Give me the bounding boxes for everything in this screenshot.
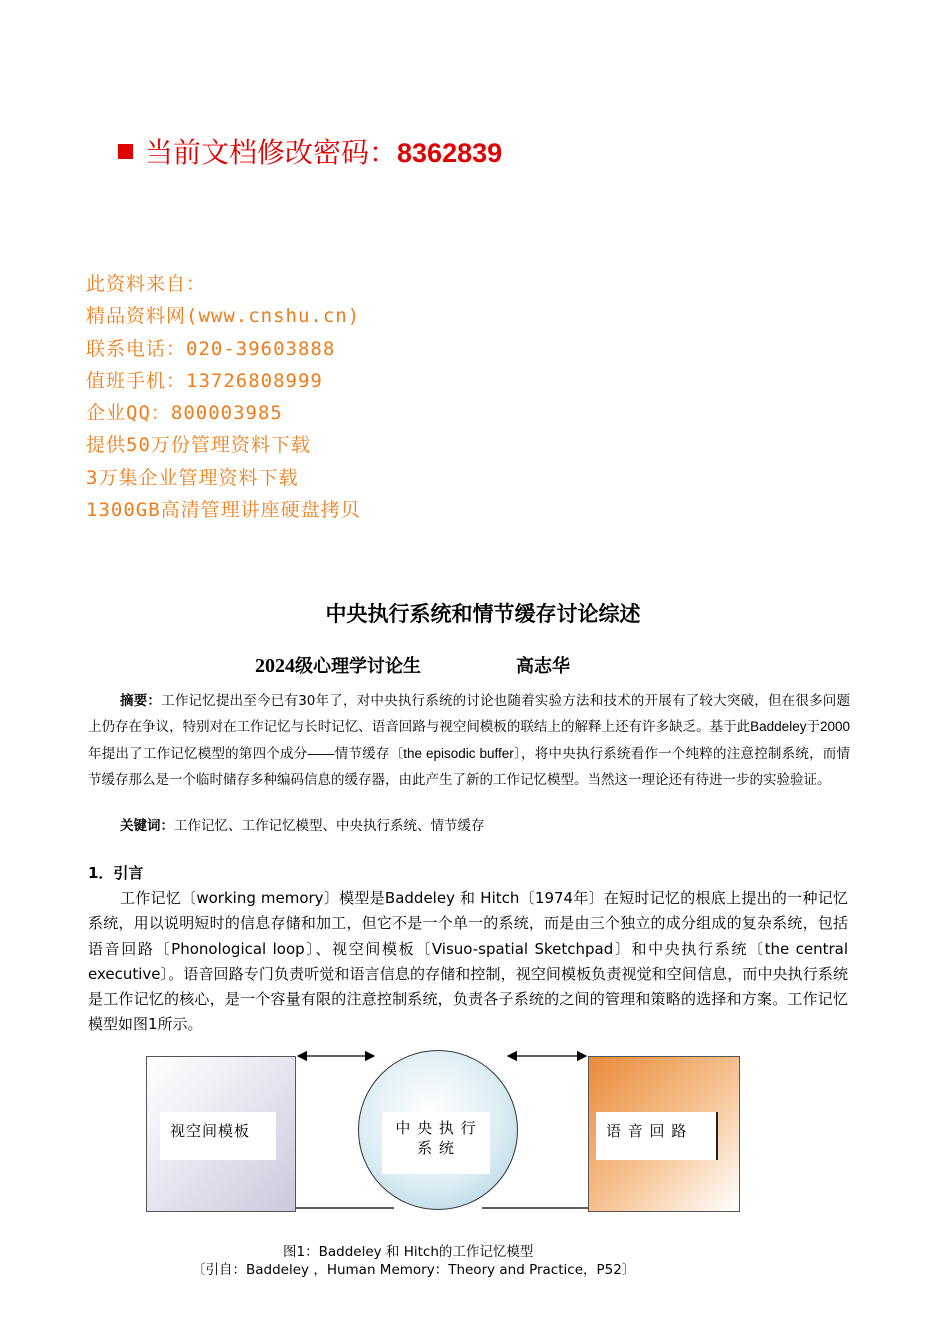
source-line: 值班手机：13726808999 [86, 369, 323, 392]
document-title: 中央执行系统和情节缓存讨论综述 [325, 601, 641, 626]
intro-text: 之间的管理和策略的选择和方案。工作记忆模型如图1所示。 [88, 990, 848, 1034]
abstract-text: 理论还有待进一步的实验验证。 [641, 772, 831, 789]
intro-text: 的复杂系统，包括语音回路〔Phonological loop〕、视空间模板〔Visuo-spatial Sketchpad〕和中央执 [88, 914, 848, 958]
abstract-text: 工作记忆提出至今已有30年了，对中央执行系统的讨论也随着实验方法和技术的开展有了较大突破，但在很 [161, 693, 810, 709]
source-line: 联系电话：020-39603888 [86, 337, 336, 360]
keywords-label: 关键词： [120, 818, 174, 834]
intro-text: 行系统〔the central executive〕。语音回路专门负责听觉和语言信息的存储和控制，视空间模板负责视 [88, 939, 849, 983]
working-memory-diagram [146, 1050, 746, 1216]
author-group: 级心理学讨论生 [295, 656, 421, 677]
source-line: 精品资料网(www.cnshu.cn) [86, 305, 361, 328]
abstract-text: 纯粹的注意控制系统，而情节缓存那么是一个临时储存多种编码信息的缓存器，由此产生了新的工作记忆模型。当然这一 [88, 745, 851, 789]
abstract [88, 688, 850, 794]
intro-text: 觉和空间信息，而中央执行系统是工作记忆的核心，是一个容量有限的注意控制系统，负责各子系统的 [88, 964, 848, 1009]
keywords-text: 工作记忆、工作记忆模型、中央执行系统、情节缓存 [174, 818, 485, 834]
abstract-label: 摘要： [120, 693, 162, 709]
central-executive-label [382, 1112, 490, 1174]
source-line: 提供50万份管理资料下载 [86, 434, 311, 457]
central-executive-label-line1: 中 央 执 行 [395, 1119, 477, 1137]
source-line: 3万集企业管理资料下载 [86, 466, 299, 489]
central-executive-label-line2: 系 统 [417, 1139, 455, 1157]
password-label: 当前文档修改密码： [145, 136, 398, 169]
abstract-text: 多问题上仍存在争议，特别对在工作记忆与长时记忆、语音回路与视空间模板的联结上的解释上还有许多缺乏。基于此 [88, 693, 850, 736]
intro-text: 种记忆系统，用以说明短时的信息存储和加工，但它不是一个单一的系统，而是由三个独立的成分组成 [88, 889, 848, 933]
password-code: 8362839 [397, 138, 503, 168]
author-year: 2024 [255, 655, 295, 677]
phonological-label: 语 音 回 路 [596, 1112, 718, 1160]
author-name: 高志华 [516, 656, 570, 677]
author-line [255, 652, 570, 678]
source-info-block [86, 268, 361, 526]
red-square-icon [118, 144, 133, 159]
source-line: 企业QQ：800003985 [86, 402, 283, 425]
figure-caption: 图1：Baddeley 和 Hitch的工作记忆模型 [283, 1244, 534, 1260]
intro-text: 工作记忆〔working memory〕模型是Baddeley 和 Hitch〔1974年〕在短时记忆的根底上提出的一 [120, 889, 803, 907]
password-notice [118, 136, 502, 170]
source-line: 此资料来自： [86, 273, 207, 295]
abstract-text: Baddeley于2000年提出了工作记忆模型的第四个成分——情节缓存〔the episodic buffer〕，将中央执行系统看作一个 [88, 719, 851, 761]
section-heading: 1．引言 [88, 864, 144, 882]
visuospatial-label: 视空间模板 [160, 1112, 276, 1160]
figure-citation: 〔引自：Baddeley ，Human Memory：Theory and Practice，P52〕 [192, 1262, 636, 1278]
keywords [120, 813, 485, 839]
intro-paragraph [88, 886, 848, 1038]
source-line: 1300GB高清管理讲座硬盘拷贝 [86, 499, 361, 522]
